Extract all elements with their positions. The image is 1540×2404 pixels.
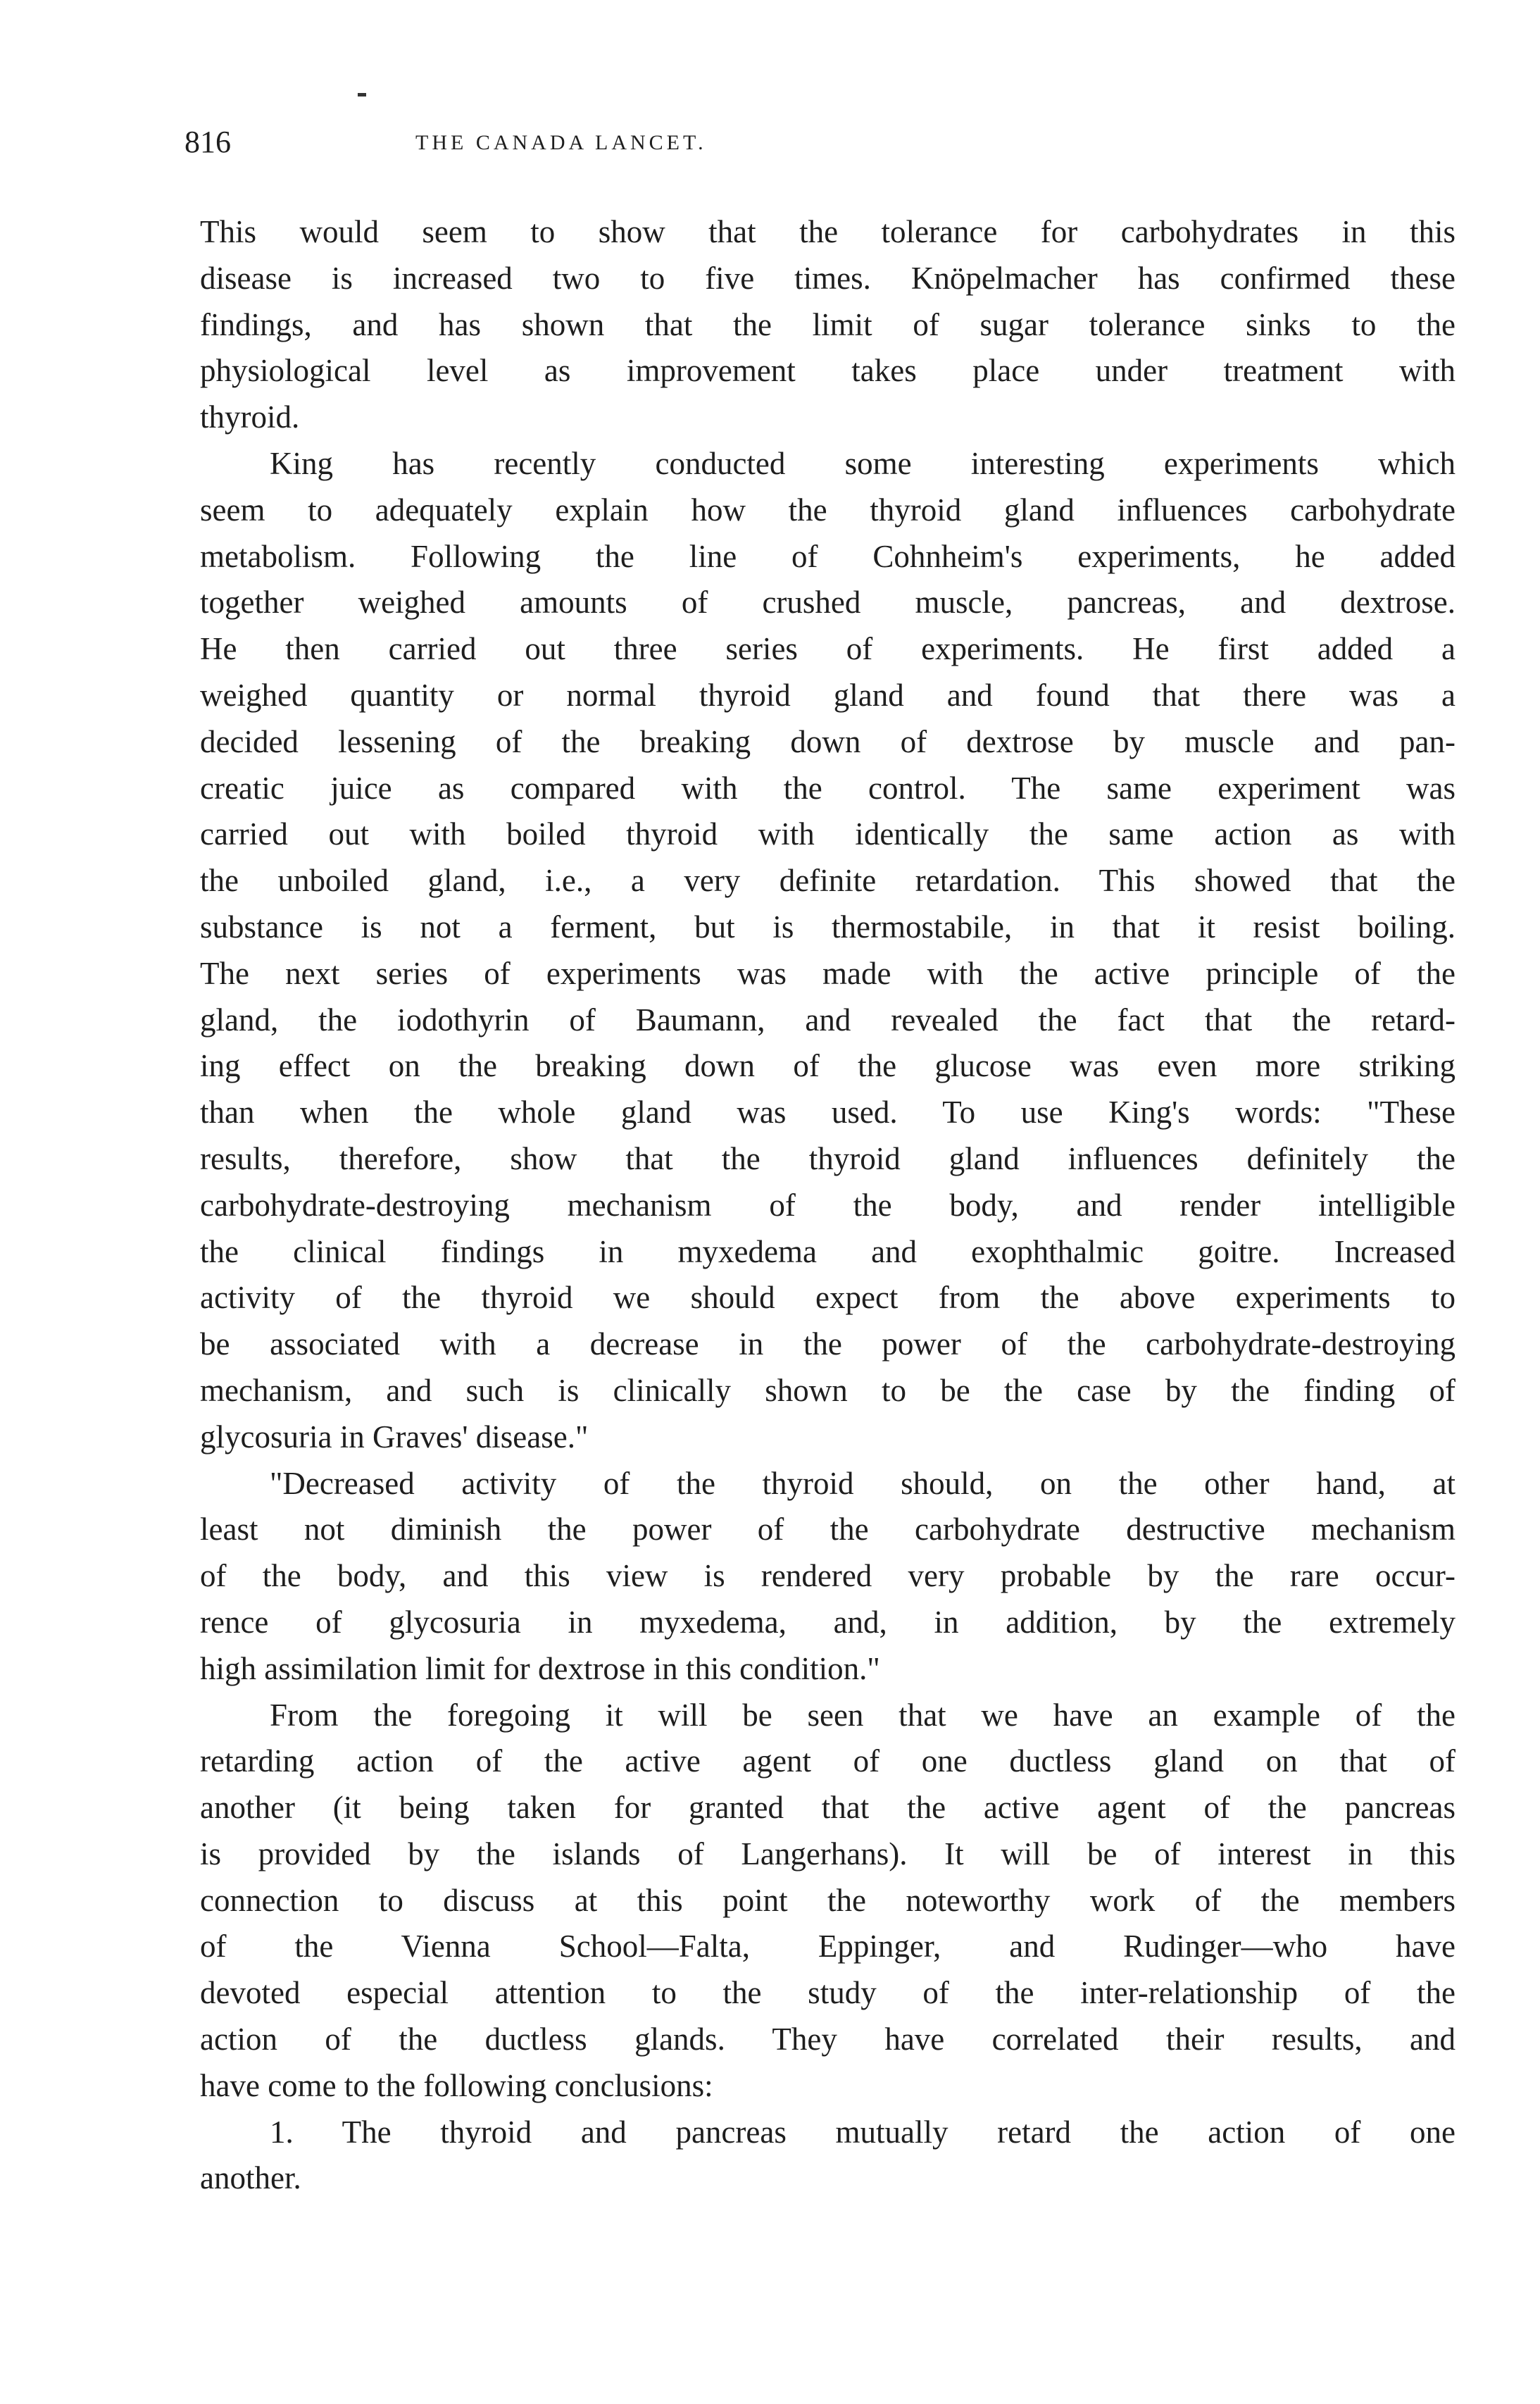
paragraph: [200, 1693, 1456, 2110]
text-line: another.: [200, 2160, 301, 2196]
text-line: of the body, and this view is rendered very probable by the rare occur-: [200, 1558, 1456, 1594]
text-line: of the Vienna School—Falta, Eppinger, and Rudinger—who have: [200, 1929, 1456, 1964]
text-line: "Decreased activity of the thyroid should, on the other hand, at: [270, 1465, 1456, 1501]
paragraph: [200, 2110, 1456, 2203]
text-line: results, therefore, show that the thyroid gland influences definitely the: [200, 1140, 1456, 1176]
text-line: metabolism. Following the line of Cohnheim's experiments, he added: [200, 538, 1456, 574]
text-line: weighed quantity or normal thyroid gland and found that there was a: [200, 677, 1456, 713]
text-line: activity of the thyroid we should expect from the above experiments to: [200, 1280, 1456, 1316]
text-line: carbohydrate-destroying mechanism of the body, and render intelligible: [200, 1187, 1456, 1223]
text-line: substance is not a ferment, but is thermostabile, in that it resist boiling.: [200, 909, 1456, 945]
paragraph: [200, 1461, 1456, 1693]
text-line: He then carried out three series of experiments. He first added a: [200, 631, 1456, 667]
text-line: King has recently conducted some interesting experiments which: [270, 445, 1456, 481]
text-line: creatic juice as compared with the control. The same experiment was: [200, 770, 1456, 806]
print-mark: [358, 93, 366, 96]
text-line: together weighed amounts of crushed muscle, pancreas, and dextrose.: [200, 585, 1456, 621]
text-line: glycosuria in Graves' disease.": [200, 1419, 589, 1455]
running-head: THE CANADA LANCET.: [415, 131, 707, 154]
text-line: the unboiled gland, i.e., a very definite retardation. This showed that the: [200, 863, 1456, 899]
text-line: least not diminish the power of the carbohydrate destructive mechanism: [200, 1512, 1456, 1547]
text-line: than when the whole gland was used. To use King's words: "These: [200, 1095, 1456, 1131]
text-line: decided lessening of the breaking down of dextrose by muscle and pan-: [200, 723, 1456, 759]
text-line: retarding action of the active agent of one ductless gland on that of: [200, 1743, 1456, 1779]
text-line: have come to the following conclusions:: [200, 2067, 713, 2103]
text-line: another (it being taken for granted that the active agent of the pancreas: [200, 1790, 1456, 1826]
paragraph: [200, 441, 1456, 1461]
text-line: is provided by the islands of Langerhans). It will be of interest in this: [200, 1836, 1456, 1871]
text-line: The next series of experiments was made with the active principle of the: [200, 955, 1456, 991]
text-line: rence of glycosuria in myxedema, and, in addition, by the extremely: [200, 1604, 1456, 1640]
text-line: gland, the iodothyrin of Baumann, and revealed the fact that the retard-: [200, 1002, 1456, 1038]
text-line: carried out with boiled thyroid with identically the same action as with: [200, 816, 1456, 852]
text-line: be associated with a decrease in the power of the carbohydrate-destroying: [200, 1326, 1456, 1362]
text-line: thyroid.: [200, 399, 300, 435]
text-line: seem to adequately explain how the thyroid gland influences carbohydrate: [200, 492, 1456, 528]
text-line: the clinical findings in myxedema and exophthalmic goitre. Increased: [200, 1233, 1456, 1269]
text-line: connection to discuss at this point the noteworthy work of the members: [200, 1882, 1456, 1918]
text-line: disease is increased two to five times. Knöpelmacher has confirmed these: [200, 260, 1456, 296]
text-line: physiological level as improvement takes place under treatment with: [200, 353, 1456, 389]
text-line: From the foregoing it will be seen that we have an example of the: [270, 1697, 1456, 1733]
text-line: mechanism, and such is clinically shown to be the case by the finding of: [200, 1372, 1456, 1408]
text-line: This would seem to show that the tolerance for carbohydrates in this: [200, 214, 1456, 249]
text-line: ing effect on the breaking down of the glucose was even more striking: [200, 1048, 1456, 1084]
text-line: 1. The thyroid and pancreas mutually retard the action of one: [270, 2114, 1456, 2150]
text-line: devoted especial attention to the study of the inter-relationship of the: [200, 1975, 1456, 2011]
text-line: high assimilation limit for dextrose in this condition.": [200, 1650, 880, 1686]
body-text: [200, 209, 1456, 2202]
paragraph: [200, 209, 1456, 441]
page-number: 816: [184, 125, 231, 159]
text-line: findings, and has shown that the limit of sugar tolerance sinks to the: [200, 306, 1456, 342]
text-line: action of the ductless glands. They have correlated their results, and: [200, 2022, 1456, 2057]
